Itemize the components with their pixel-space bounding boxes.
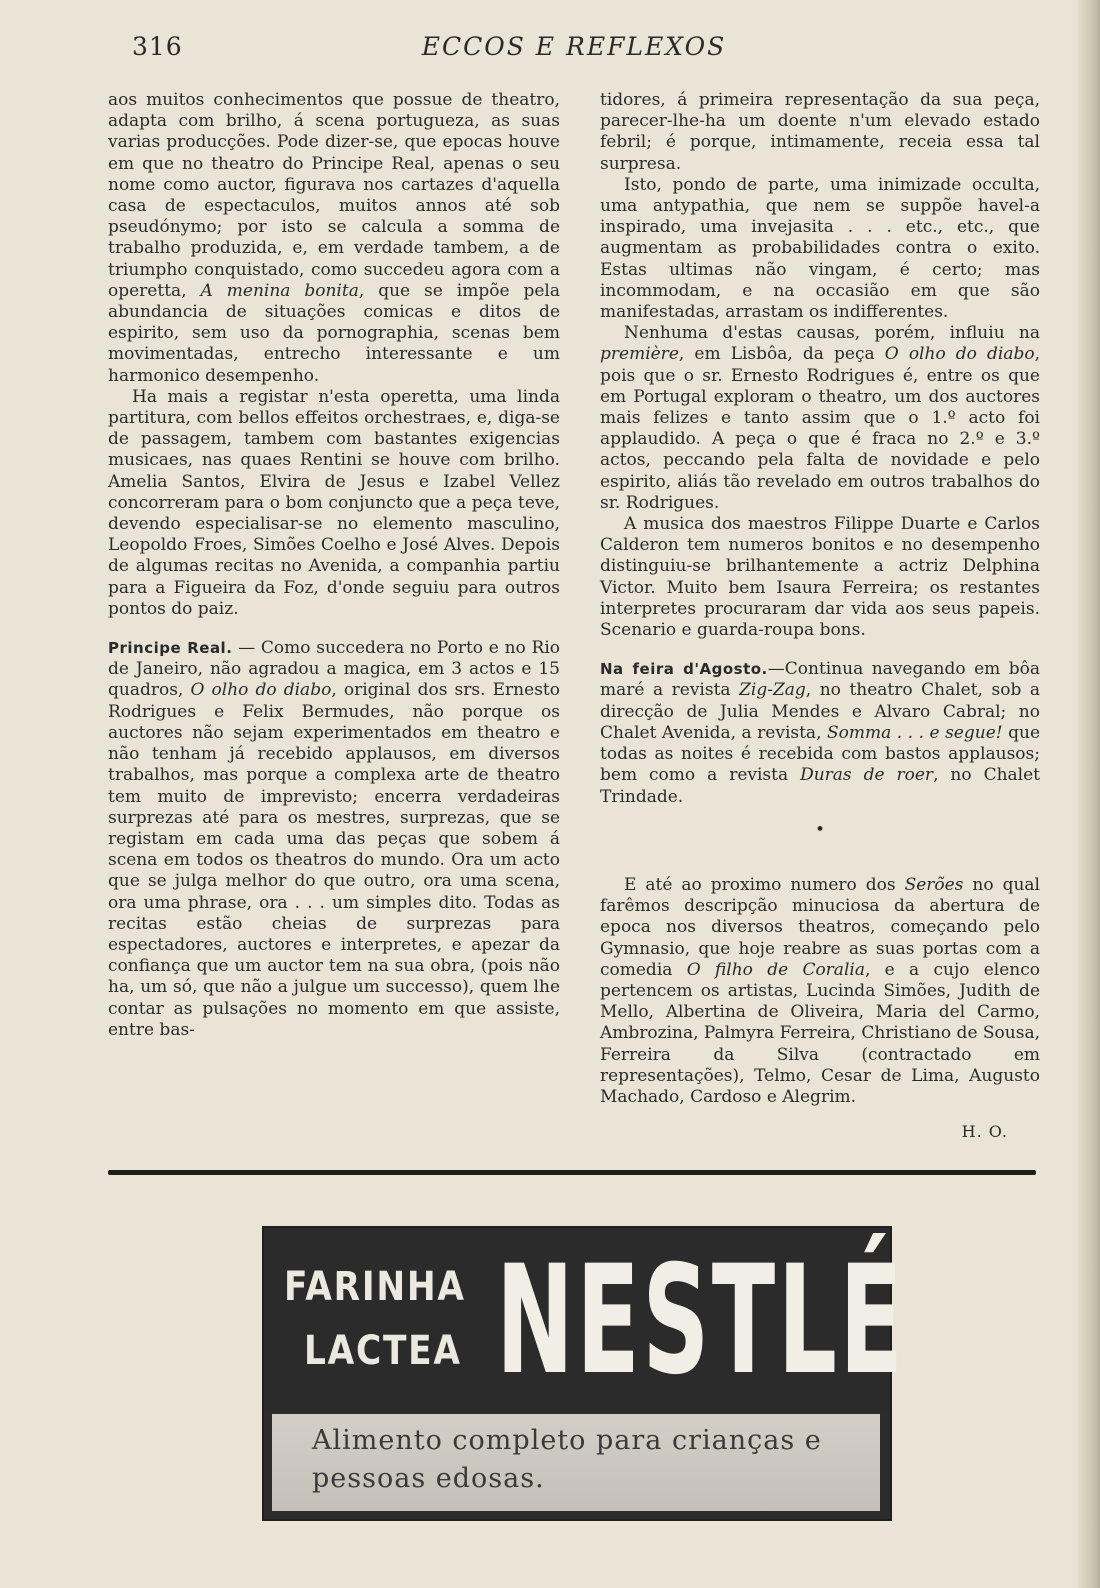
right-paragraph-3: Nenhuma d'estas causas, porém, influiu na première, em Lisbôa, da peça O olho do diabo, pois que o sr. Ernesto Rodrigues é, entre os que em Portugal exploram o theatro, um dos auctores mais felizes e tanto assim que o 1.º acto foi applaudido. A peça o que é fraca no 2.º e 3.º actos, peccando pela falta de novidade e pelo espirito, aliás tão revelado em outros trabalhos do sr. Rodrigues.: [600, 323, 1040, 513]
right-column: [600, 90, 1040, 1108]
page-number: 316: [132, 32, 183, 61]
left-paragraph-2: Ha mais a registar n'esta operetta, uma linda partitura, com bellos effeitos orchestraes, e, diga-se de passagem, tambem com bastantes exigencias musicaes, nas quaes Rentini se houve com brilho. Amelia Santos, Elvira de Jesus e Izabel Vellez concorreram para o bom conjuncto que a peça teve, devendo especialisar-se no elemento masculino, Leopoldo Froes, Simões Coelho e José Alves. Depois de algumas recitas no Avenida, a companhia partiu para a Figueira da Foz, d'onde seguiu para outros pontos do paiz.: [108, 386, 560, 619]
author-signature: H. O.: [961, 1122, 1008, 1141]
horizontal-rule: [108, 1170, 1036, 1175]
premiere-term: première: [600, 344, 679, 365]
right-paragraph-2: Isto, pondo de parte, uma inimizade occulta, uma antypathia, que nem se suppõe havel-a inspirado, uma invejasita . . . etc., etc., que augmentam as probabilidades contra o exito. Estas ultimas não vingam, é certo; mas incommodam, e na occasião em que são manifestadas, arrastam os indifferentes.: [600, 174, 1040, 323]
ad-line-lactea: LACTEA: [304, 1328, 462, 1374]
ad-line-farinha: FARINHA: [284, 1264, 466, 1310]
ad-light-panel: [272, 1414, 880, 1511]
magazine-title: Serões: [904, 874, 964, 895]
page-edge-shadow: [1078, 0, 1100, 1588]
left-column: [108, 90, 560, 1041]
play-title: O olho do diabo: [190, 680, 332, 701]
nestle-advertisement: [262, 1226, 906, 1521]
right-paragraph-4: A musica dos maestros Filippe Duarte e Carlos Calderon tem numeros bonitos e no desempenho distinguiu-se brilhantemente a actriz Delphina Victor. Muito bem Isaura Ferreira; os restantes interpretes procuraram dar vida aos seus papeis. Scenario e guarda-roupa bons.: [600, 514, 1040, 641]
revue-title: Zig-Zag: [739, 680, 806, 701]
revue-title: Somma . . . e segue!: [827, 722, 1003, 743]
ad-brand-name: NESTLÉ: [496, 1234, 906, 1408]
right-paragraph-closing: E até ao proximo numero dos Serões no qual farêmos descripção minuciosa da abertura de epoca nos diversos theatros, começando pelo Gymnasio, que hoje reabre as suas portas com a comedia O filho de Coralia, e a cujo elenco pertencem os artistas, Lucinda Simões, Judith de Mello, Albertina de Oliveira, Maria del Carmo, Ambrozina, Palmyra Ferreira, Christiano de Sousa, Ferreira da Silva (contractado em representações), Telmo, Cesar de Lima, Augusto Machado, Cardoso e Alegrim.: [600, 874, 1041, 1107]
ad-dark-panel: [264, 1228, 906, 1412]
section-separator: •: [814, 819, 826, 840]
ad-tagline: Alimento completo para crianças e pessoas edosas.: [312, 1425, 822, 1494]
section-lead: Principe Real.: [108, 639, 233, 658]
play-title: O filho de Coralia: [686, 959, 865, 980]
right-paragraph-feira-agosto: Na feira d'Agosto.—Continua navegando em bôa maré a revista Zig-Zag, no theatro Chalet, sob a direcção de Julia Mendes e Alvaro Cabral; no Chalet Avenida, a revista, Somma . . . e segue! que todas as noites é recebida com bastos applausos; bem como a revista Duras de roer, no Chalet Trindade.: [600, 659, 1041, 807]
running-title: ECCOS E REFLEXOS: [421, 32, 727, 61]
play-title: O olho do diabo: [884, 344, 1035, 365]
left-paragraph-1: aos muitos conhecimentos que possue de theatro, adapta com brilho, á scena portugueza, as suas varias producções. Pode dizer-se, que epocas houve em que no theatro do Principe Real, apenas o seu nome como auctor, figurava nos cartazes d'aquella casa de espectaculos, muitos annos até sob pseudónymo; por isto se calcula a somma de trabalho produzida, e, em verdade tambem, a de triumpho conquistado, como succedeu agora com a operetta, A menina bonita, que se impõe pela abundancia de situações comicas e ditos de espirito, sem uso da pornographia, scenas bem movimentadas, entrecho interessante e um harmonico desempenho.: [108, 90, 560, 386]
left-paragraph-principe-real: Principe Real. — Como succedera no Porto e no Rio de Janeiro, não agradou a magica, em 3 actos e 15 quadros, O olho do diabo, original dos srs. Ernesto Rodrigues e Felix Bermudes, não porque os auctores não sejam experimentados em theatro e não tenham já recebido applausos, em diversos trabalhos, mas porque a complexa arte de theatro tem muito de imprevisto; encerra verdadeiras surprezas até para os mestres, surprezas, que se registam em cada uma das peças que sobem á scena em todos os theatros do mundo. Ora um acto que se julga melhor do que outro, ora uma scena, ora uma phrase, ora . . . um simples dito. Todas as recitas estão cheias de surprezas para espectadores, auctores e interpretes, e apezar da confiança que um auctor tem na sua obra, (pois não ha, um só, que não a julgue um successo), quem lhe contar as pulsações no momento em que assiste, entre bas-: [108, 638, 560, 1040]
right-paragraph-1: tidores, á primeira representação da sua peça, parecer-lhe-ha um doente n'um elevado estado febril; é porque, intimamente, receia essa tal surpresa.: [600, 90, 1040, 174]
section-lead: Na feira d'Agosto.: [600, 660, 768, 679]
play-title: A menina bonita: [200, 280, 359, 301]
page-header: [108, 32, 1040, 66]
revue-title: Duras de roer: [800, 765, 934, 786]
